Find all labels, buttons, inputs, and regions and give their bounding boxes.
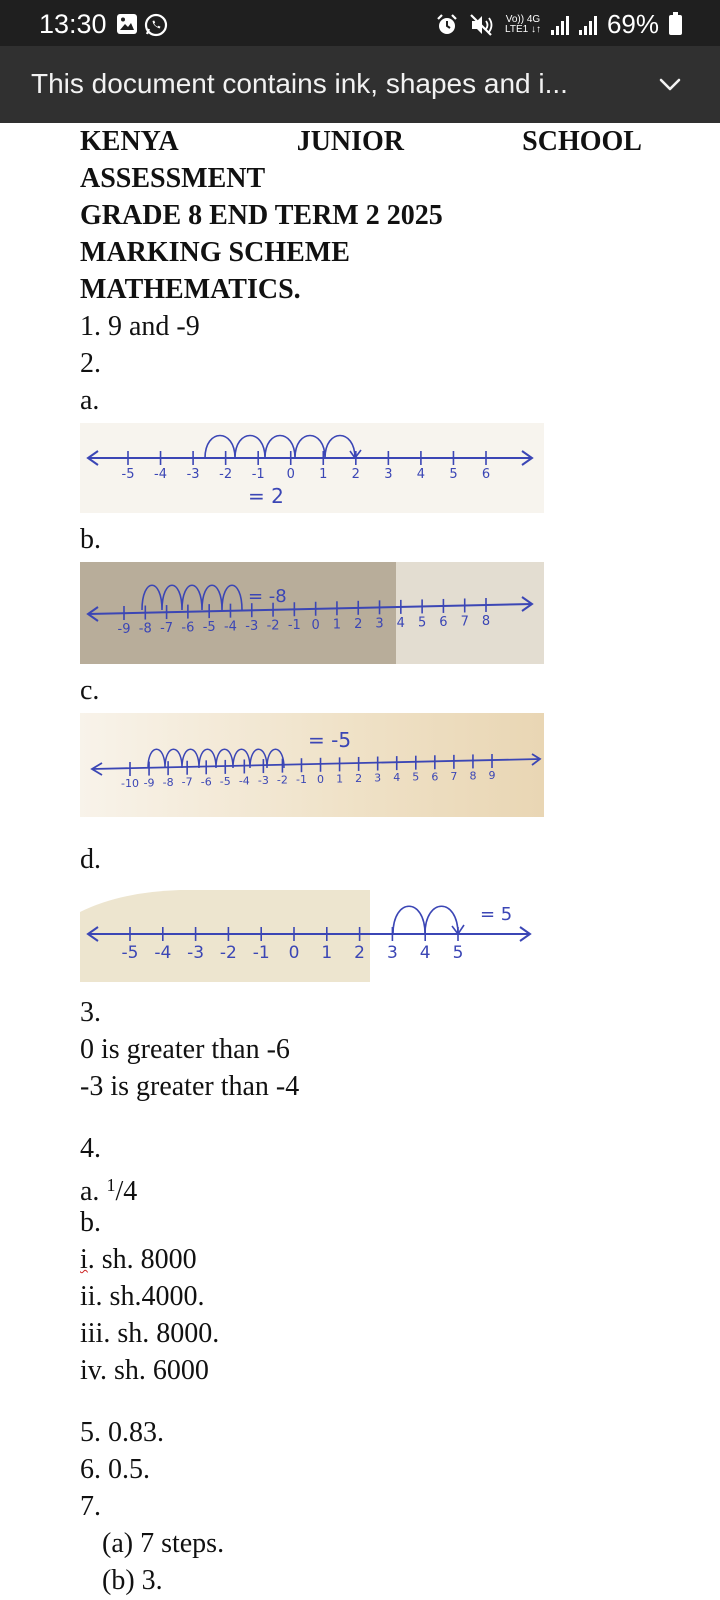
tick-label: 1 (321, 943, 333, 963)
answer-4b-iii: iii. sh. 8000. (80, 1318, 220, 1349)
tick-label: 3 (375, 616, 384, 632)
battery-percent: 69% (606, 9, 659, 39)
tick-label: 2 (351, 467, 360, 482)
tick-label: -6 (181, 620, 195, 636)
whatsapp-icon (144, 13, 168, 37)
tick-label: 4 (419, 943, 431, 963)
title-word: JUNIOR (296, 126, 405, 157)
signal-icon (551, 15, 569, 35)
status-time: 13:30 (39, 9, 107, 39)
tick-label: -8 (162, 776, 174, 790)
tick-label: -6 (200, 775, 212, 789)
title-line-4: MARKING SCHEME (80, 237, 350, 268)
tick-label: -1 (295, 773, 307, 787)
answer-4a-rest: /4 (115, 1176, 138, 1207)
tick-label: 5 (449, 467, 458, 482)
answer-3-heading: 3. (80, 997, 101, 1028)
tick-label: 0 (311, 617, 320, 633)
tick-label: 3 (384, 467, 393, 482)
tick-label: 2 (355, 771, 363, 785)
tick-label: -7 (160, 621, 174, 637)
answer-4b-ii: ii. sh.4000. (80, 1281, 205, 1312)
mute-icon (469, 13, 495, 37)
number-line-result: = -8 (248, 586, 287, 607)
title-line-5: MATHEMATICS. (80, 274, 301, 305)
tick-label: -1 (251, 467, 265, 482)
tick-label: -8 (138, 621, 152, 637)
volte-icon (505, 15, 541, 35)
answer-4b-i (80, 1241, 642, 1278)
answer-3-line-2: -3 is greater than -4 (80, 1071, 300, 1102)
tick-label: -1 (252, 943, 270, 963)
tick-label: -5 (121, 467, 135, 482)
answer-7a: (a) 7 steps. (102, 1528, 225, 1559)
signal-icon (579, 15, 597, 35)
tick-label: -3 (187, 943, 205, 963)
tick-label: 3 (386, 943, 398, 963)
answer-4-heading: 4. (80, 1133, 101, 1164)
tick-label: 3 (374, 771, 382, 785)
document-notice-banner[interactable] (0, 46, 720, 123)
tick-label: -3 (186, 467, 200, 482)
tick-label: -5 (219, 774, 231, 788)
document-content (80, 123, 642, 1599)
answer-4a (80, 1167, 642, 1207)
tick-label: -4 (154, 943, 172, 963)
answer-4a-prefix: a. (80, 1176, 107, 1207)
tick-label: -2 (219, 943, 237, 963)
tick-label: -3 (257, 774, 269, 788)
number-line-result: = 2 (248, 484, 284, 508)
tick-label: -4 (223, 619, 237, 635)
answer-2c-label: c. (80, 675, 100, 706)
tick-label: -10 (121, 777, 139, 790)
answer-3-line-1: 0 is greater than -6 (80, 1034, 290, 1065)
tick-label: -9 (117, 622, 131, 637)
tick-label: 2 (354, 943, 366, 963)
number-line-photo-a (80, 423, 544, 513)
document-notice-text: This document contains ink, shapes and i... (31, 68, 568, 99)
tick-label: 6 (431, 770, 439, 784)
battery-icon (669, 15, 682, 35)
tick-label: 5 (417, 615, 427, 631)
alarm-icon (435, 13, 459, 37)
tick-label: 0 (317, 772, 325, 786)
number-line-result: = -5 (308, 728, 352, 752)
tick-label: 6 (439, 614, 448, 630)
answer-4b-i-text: . sh. 8000 (87, 1244, 197, 1275)
tick-label: -1 (287, 618, 301, 634)
network-type-bottom: LTE1 ↓↑ (505, 23, 541, 35)
tick-label: 0 (286, 467, 295, 482)
chevron-down-icon[interactable] (657, 71, 683, 97)
tick-label: 5 (412, 770, 420, 784)
tick-label: -2 (266, 618, 280, 634)
tick-label: 4 (393, 771, 401, 785)
number-line-photo-c (80, 713, 544, 817)
answer-4b-heading: b. (80, 1207, 101, 1238)
answer-2d-label: d. (80, 844, 101, 875)
title-line-2: ASSESSMENT (80, 163, 266, 194)
answer-2a-label: a. (80, 385, 100, 416)
title-word: KENYA (80, 126, 179, 157)
status-bar (0, 0, 720, 46)
tick-label: -7 (181, 775, 193, 789)
tick-label: 6 (481, 467, 491, 482)
tick-label: 7 (450, 769, 458, 783)
tick-label: 2 (354, 616, 363, 632)
spellcheck-word[interactable]: i (80, 1244, 88, 1275)
tick-label: 1 (336, 772, 344, 786)
answer-5: 5. 0.83. (80, 1417, 164, 1448)
tick-label: 4 (416, 467, 426, 482)
tick-label: -9 (143, 776, 155, 790)
tick-label: 1 (332, 617, 342, 633)
answer-7b: (b) 3. (102, 1565, 163, 1596)
answer-2-heading: 2. (80, 348, 101, 379)
network-type-top: Vo)) 4G (505, 13, 541, 25)
number-line-result: = 5 (480, 904, 513, 925)
answer-4a-numerator: 1 (106, 1175, 116, 1195)
answer-1: 1. 9 and -9 (80, 311, 200, 342)
tick-label: 1 (319, 467, 328, 482)
tick-label: -4 (238, 774, 250, 788)
number-line-photo-b (80, 562, 544, 664)
tick-label: -5 (121, 943, 139, 963)
tick-label: 4 (396, 615, 405, 631)
tick-label: 0 (288, 943, 300, 963)
title-line-1 (80, 123, 642, 160)
tick-label: -3 (245, 619, 259, 635)
tick-label: -2 (219, 467, 233, 482)
answer-7-heading: 7. (80, 1491, 101, 1522)
tick-label: -4 (154, 467, 168, 482)
tick-label: -2 (276, 773, 288, 787)
tick-label: 7 (460, 614, 469, 630)
tick-label: 8 (481, 614, 491, 629)
tick-label: 5 (452, 943, 464, 963)
number-line-photo-d (80, 882, 544, 982)
title-word: SCHOOL (522, 126, 642, 157)
answer-4b-iv: iv. sh. 6000 (80, 1355, 209, 1386)
answer-6: 6. 0.5. (80, 1454, 150, 1485)
answer-2b-label: b. (80, 524, 101, 555)
gallery-icon (116, 13, 138, 35)
title-line-3: GRADE 8 END TERM 2 2025 (80, 200, 443, 231)
tick-label: -5 (202, 620, 216, 636)
tick-label: 9 (488, 769, 496, 782)
tick-label: 8 (469, 769, 477, 783)
